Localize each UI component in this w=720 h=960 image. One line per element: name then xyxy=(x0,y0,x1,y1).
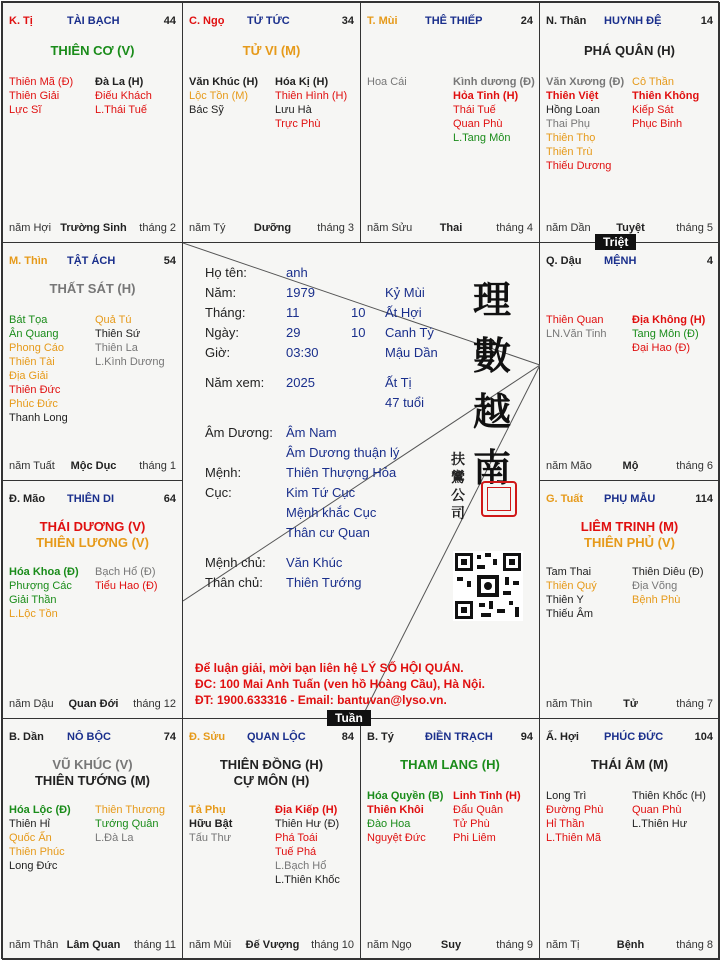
minor-star: Hoa Cái xyxy=(367,76,407,88)
minor-star: Điếu Khách xyxy=(95,90,152,102)
left-star-list xyxy=(367,75,407,89)
minor-star: Hóa Khoa (Đ) xyxy=(9,566,79,578)
palace-name: TÀI BẠCH xyxy=(67,15,120,27)
footer-year: năm Mùi xyxy=(189,939,232,951)
minor-star: Tang Môn (Đ) xyxy=(632,328,699,340)
minor-star: Đào Hoa xyxy=(367,818,411,830)
right-star-list xyxy=(632,565,704,607)
minor-star: Thiên Thương xyxy=(95,804,166,816)
footer-year: năm Tị xyxy=(546,939,580,951)
calligraphy-char-1: 理 xyxy=(473,277,512,322)
footer-year: năm Tuất xyxy=(9,460,55,472)
palace-header xyxy=(367,15,535,29)
minor-star: Thiếu Âm xyxy=(546,608,594,620)
right-star-list xyxy=(453,75,535,145)
minor-star: Hóa Quyền (B) xyxy=(367,790,444,802)
palace-name: PHỤ MẪU xyxy=(604,493,656,505)
minor-star: L.Thái Tuế xyxy=(95,104,147,116)
palace-position: M. Thìn xyxy=(9,255,48,267)
palace-ti[interactable] xyxy=(360,718,540,960)
minor-star: Địa Kiếp (H) xyxy=(275,804,338,816)
minor-star: Thiên Không xyxy=(632,90,700,102)
center-info-panel xyxy=(183,243,540,719)
footer-month: tháng 8 xyxy=(676,939,713,951)
minor-star: Lộc Tồn (M) xyxy=(189,90,249,102)
cuc-value: Kim Tứ Cục xyxy=(286,485,356,500)
main-star: THÁI ÂM (M) xyxy=(590,757,669,772)
view-year-value: 2025 xyxy=(286,375,315,390)
palace-header xyxy=(367,731,535,745)
palace-age-number: 54 xyxy=(163,255,176,267)
minor-star: L.Kình Dương xyxy=(95,356,165,368)
palace-dan[interactable] xyxy=(2,718,183,960)
minor-star: Kình dương (Đ) xyxy=(453,76,535,88)
palace-ty[interactable] xyxy=(2,2,183,243)
palace-age-number: 24 xyxy=(520,15,533,27)
small-char-4: 司 xyxy=(451,506,465,522)
palace-footer xyxy=(546,460,715,474)
minor-star: Long Trì xyxy=(546,790,587,802)
contact-line-1: Để luận giải, mời bạn liên hệ LÝ SỐ HỘI QUÁN. xyxy=(195,661,464,675)
thanchu-value: Thiên Tướng xyxy=(286,575,362,590)
minor-star: Thiên Việt xyxy=(546,90,599,102)
minor-star: Bát Tọa xyxy=(9,314,48,326)
footer-month: tháng 5 xyxy=(676,222,713,234)
minor-star: Thiên Đức xyxy=(9,384,61,396)
life-stage: Mộ xyxy=(622,460,639,472)
palace-name: PHÚC ĐỨC xyxy=(604,731,664,743)
footer-year: năm Dậu xyxy=(9,698,54,710)
main-star: TỬ VI (M) xyxy=(242,43,301,58)
contact-address: ĐC: 100 Mai Anh Tuấn (ven hồ Hoàng Cầu), Hà Nội. xyxy=(195,677,486,691)
small-char-2: 鸞 xyxy=(451,470,465,486)
minor-star: Thai Phụ xyxy=(546,118,591,130)
minor-star: Thiên Hình (H) xyxy=(275,90,348,102)
right-star-list xyxy=(632,313,705,355)
palace-age-number: 114 xyxy=(695,493,713,505)
footer-year: năm Dần xyxy=(546,222,591,234)
minor-star: Thiên Khốc (H) xyxy=(632,790,706,802)
minor-star: Thiên Trù xyxy=(546,146,593,158)
palace-position: Đ. Mão xyxy=(9,493,46,505)
minor-star: Thanh Long xyxy=(9,412,68,424)
minor-star: Văn Khúc (H) xyxy=(189,76,259,88)
palace-name: ĐIỀN TRẠCH xyxy=(425,731,493,743)
calligraphy-small xyxy=(451,451,467,523)
palace-footer xyxy=(189,939,356,953)
minor-star: Quả Tú xyxy=(95,314,132,326)
palace-dau[interactable] xyxy=(539,242,720,481)
palace-position: B. Dần xyxy=(9,731,44,743)
minor-star: Quan Phù xyxy=(632,804,682,816)
palace-header xyxy=(189,731,356,745)
hour-can: Mậu Dần xyxy=(385,345,438,360)
small-char-1: 扶 xyxy=(451,452,465,468)
day-can: Canh Tý xyxy=(385,325,434,340)
menh-label: Mệnh: xyxy=(205,465,242,480)
palace-header xyxy=(189,15,356,29)
footer-year: năm Ngọ xyxy=(367,939,412,951)
day-label: Ngày: xyxy=(205,325,239,340)
palace-age-number: 44 xyxy=(163,15,176,27)
left-star-list xyxy=(546,565,597,621)
palace-hoi[interactable] xyxy=(539,718,720,960)
palace-mao[interactable] xyxy=(2,480,183,719)
palace-footer xyxy=(546,939,715,953)
life-stage: Dưỡng xyxy=(253,222,292,234)
age: 47 tuổi xyxy=(385,395,425,410)
main-star: THIÊN PHỦ (V) xyxy=(584,535,675,550)
palace-header xyxy=(546,255,715,269)
minor-star: L.Bạch Hổ xyxy=(275,860,327,872)
minor-star: Thiên Sứ xyxy=(95,328,141,340)
minor-star: Tấu Thư xyxy=(189,832,232,844)
palace-footer xyxy=(9,698,178,712)
main-star: THIÊN LƯƠNG (V) xyxy=(36,535,149,550)
palace-name: THÊ THIẾP xyxy=(425,15,483,27)
footer-month: tháng 11 xyxy=(133,939,176,951)
minor-star: Trực Phù xyxy=(275,118,321,130)
minor-star: Phi Liêm xyxy=(453,832,496,844)
palace-header xyxy=(9,493,178,507)
qr-code-icon[interactable] xyxy=(453,551,523,621)
minor-star: Thiên Y xyxy=(546,594,584,606)
footer-year: năm Tý xyxy=(189,222,226,234)
palace-position: T. Mùi xyxy=(367,15,398,27)
horoscope-chart xyxy=(1,1,719,959)
life-stage: Tử xyxy=(623,698,638,710)
minor-star: Tuế Phá xyxy=(275,846,317,858)
life-stage: Lâm Quan xyxy=(66,939,121,951)
minor-star: Hỉ Thần xyxy=(546,818,585,830)
right-star-list xyxy=(95,313,165,369)
year-value: 1979 xyxy=(286,285,315,300)
minor-star: Hóa Lộc (Đ) xyxy=(9,804,71,816)
footer-month: tháng 6 xyxy=(676,460,713,472)
palace-age-number: 34 xyxy=(341,15,354,27)
minor-star: Tiểu Hao (Đ) xyxy=(95,580,158,592)
main-star: VŨ KHÚC (V) xyxy=(52,757,133,772)
view-year-label: Năm xem: xyxy=(205,375,265,390)
minor-star: Địa Không (H) xyxy=(632,314,706,326)
palace-header xyxy=(546,493,715,507)
palace-than[interactable] xyxy=(539,2,720,243)
minor-star: Thiên Thọ xyxy=(546,132,596,144)
minor-star: Tướng Quân xyxy=(95,818,159,830)
minor-star: Long Đức xyxy=(9,860,58,872)
minor-star: Tử Phù xyxy=(453,818,490,830)
palace-footer xyxy=(367,222,535,236)
year-label: Năm: xyxy=(205,285,237,300)
tuan-tag: Tuần xyxy=(327,710,371,726)
footer-year: năm Thìn xyxy=(546,698,593,710)
footer-year: năm Sửu xyxy=(367,222,413,234)
minor-star: Thái Tuế xyxy=(453,104,496,116)
cuc-value-3: Thân cư Quan xyxy=(286,525,370,540)
minor-star: Thiên Tài xyxy=(9,356,55,368)
minor-star: L.Lộc Tồn xyxy=(9,608,58,620)
name-value: anh xyxy=(286,265,308,280)
minor-star: Cô Thần xyxy=(632,76,674,88)
red-seal-stamp xyxy=(481,481,517,517)
palace-suu[interactable] xyxy=(182,718,361,960)
minor-star: Bệnh Phù xyxy=(632,594,681,606)
footer-month: tháng 7 xyxy=(676,698,713,710)
life-stage: Bệnh xyxy=(616,939,645,951)
minor-star: Quốc Ấn xyxy=(9,832,52,844)
minor-star: L.Tang Môn xyxy=(453,132,511,144)
palace-position: K. Tị xyxy=(9,15,33,27)
minor-star: Phượng Các xyxy=(9,580,72,592)
minor-star: Hóa Kị (H) xyxy=(275,76,329,88)
right-star-list xyxy=(632,789,706,831)
right-star-list xyxy=(632,75,699,131)
calligraphy-char-2: 數 xyxy=(473,333,512,378)
life-stage: Thai xyxy=(439,222,463,234)
palace-header xyxy=(546,15,715,29)
main-star: THIÊN TƯỚNG (M) xyxy=(34,773,151,788)
footer-month: tháng 3 xyxy=(317,222,354,234)
name-label: Họ tên: xyxy=(205,265,247,280)
palace-footer xyxy=(9,222,178,236)
palace-position: Ấ. Hợi xyxy=(546,731,579,743)
menh-value: Thiên Thượng Hỏa xyxy=(286,465,397,480)
minor-star: Bác Sỹ xyxy=(189,104,224,116)
minor-star: Địa Giải xyxy=(9,370,49,382)
minor-star: Phong Cáo xyxy=(9,342,65,354)
right-star-list xyxy=(275,803,340,887)
footer-month: tháng 2 xyxy=(139,222,176,234)
palace-age-number: 4 xyxy=(706,255,713,267)
minor-star: Thiên Khôi xyxy=(367,804,424,816)
palace-age-number: 64 xyxy=(163,493,176,505)
month-value: 11 xyxy=(286,305,300,320)
palace-footer xyxy=(189,222,356,236)
minor-star: Tả Phụ xyxy=(189,804,226,816)
right-star-list xyxy=(95,565,158,593)
palace-footer xyxy=(367,939,535,953)
day-lunar: 10 xyxy=(351,325,366,340)
left-star-list xyxy=(546,75,624,173)
minor-star: Thiên La xyxy=(95,342,138,354)
minor-star: Văn Xương (Đ) xyxy=(546,76,625,88)
right-star-list xyxy=(95,75,152,117)
minor-star: Thiên Diêu (Đ) xyxy=(632,566,704,578)
minor-star: Thiên Mã (Đ) xyxy=(9,76,74,88)
amduong-value-2: Âm Dương thuận lý xyxy=(286,445,400,460)
minor-star: Phá Toái xyxy=(275,832,318,844)
minor-star: Phúc Đức xyxy=(9,398,58,410)
minor-star: L.Thiên Khốc xyxy=(275,874,340,886)
month-label: Tháng: xyxy=(205,305,246,320)
minor-star: Thiếu Dương xyxy=(546,160,612,172)
palace-position: Q. Dậu xyxy=(546,255,582,267)
left-star-list xyxy=(189,803,232,845)
minor-star: Hồng Loan xyxy=(546,104,600,116)
minor-star: Đà La (H) xyxy=(95,76,144,88)
palace-name: THIÊN DI xyxy=(67,493,115,505)
palace-name: NÔ BỘC xyxy=(67,731,111,743)
palace-header xyxy=(546,731,715,745)
small-char-3: 公 xyxy=(451,488,465,504)
palace-tuat[interactable] xyxy=(539,480,720,719)
amduong-value: Âm Nam xyxy=(286,425,337,440)
palace-header xyxy=(9,731,178,745)
palace-name: TẬT ÁCH xyxy=(67,255,116,267)
minor-star: Hữu Bật xyxy=(189,818,233,830)
minor-star: Thiên Phúc xyxy=(9,846,65,858)
palace-header xyxy=(9,255,178,269)
palace-name: HUYNH ĐỆ xyxy=(604,15,662,27)
palace-age-number: 74 xyxy=(163,731,176,743)
minor-star: Giải Thần xyxy=(9,594,57,606)
main-star: THIÊN ĐỒNG (H) xyxy=(219,757,324,772)
main-star: THIÊN CƠ (V) xyxy=(50,43,135,58)
menhchu-value: Văn Khúc xyxy=(286,555,343,570)
minor-star: Đẩu Quân xyxy=(453,804,504,816)
minor-star: Quan Phù xyxy=(453,118,503,130)
minor-star: Thiên Hư (Đ) xyxy=(275,818,340,830)
left-star-list xyxy=(9,313,68,425)
contact-phone-email[interactable]: ĐT: 1900.633316 - Email: bantuvan@lyso.vn. xyxy=(195,693,447,707)
palace-position: G. Tuất xyxy=(546,493,584,505)
life-stage: Tuyệt xyxy=(616,222,645,234)
footer-year: năm Mão xyxy=(546,460,592,472)
life-stage: Quan Đới xyxy=(68,698,119,710)
minor-star: Đại Hao (Đ) xyxy=(632,342,691,354)
right-star-list xyxy=(453,789,521,845)
main-star: PHÁ QUÂN (H) xyxy=(584,43,675,58)
minor-star: Linh Tinh (H) xyxy=(453,790,521,802)
minor-star: Thiên Giải xyxy=(9,90,60,102)
palace-footer xyxy=(546,698,715,712)
cuc-label: Cục: xyxy=(205,485,232,500)
hour-label: Giờ: xyxy=(205,345,231,360)
minor-star: Phục Binh xyxy=(632,118,683,130)
palace-age-number: 104 xyxy=(694,731,713,743)
footer-year: năm Thân xyxy=(9,939,59,951)
footer-month: tháng 12 xyxy=(133,698,176,710)
month-lunar: 10 xyxy=(351,305,366,320)
left-star-list xyxy=(9,75,73,117)
amduong-label: Âm Dương: xyxy=(205,425,273,440)
life-stage: Mộc Dục xyxy=(70,460,117,472)
month-can: Ất Hợi xyxy=(385,305,422,320)
menhchu-label: Mệnh chủ: xyxy=(205,555,266,570)
left-star-list xyxy=(9,803,71,873)
minor-star: L.Đà La xyxy=(95,832,134,844)
year-can: Kỷ Mùi xyxy=(385,285,425,300)
palace-position: N. Thân xyxy=(546,15,587,27)
minor-star: LN.Văn Tinh xyxy=(546,328,607,340)
palace-position: Đ. Sửu xyxy=(189,731,226,743)
palace-name: MỆNH xyxy=(604,255,637,267)
minor-star: Hỏa Tinh (H) xyxy=(453,90,519,102)
day-value: 29 xyxy=(286,325,301,340)
left-star-list xyxy=(189,75,258,117)
minor-star: Địa Võng xyxy=(632,580,678,592)
left-star-list xyxy=(546,789,603,845)
life-stage: Trường Sinh xyxy=(60,222,127,234)
palace-age-number: 94 xyxy=(520,731,533,743)
palace-position: B. Tý xyxy=(367,731,394,743)
thanchu-label: Thân chủ: xyxy=(205,575,263,590)
main-star: THẤT SÁT (H) xyxy=(49,281,136,296)
minor-star: Tam Thai xyxy=(546,566,592,578)
palace-footer xyxy=(9,460,178,474)
minor-star: L.Thiên Mã xyxy=(546,832,602,844)
footer-month: tháng 1 xyxy=(139,460,176,472)
palace-position: C. Ngọ xyxy=(189,15,225,27)
right-star-list xyxy=(275,75,347,131)
minor-star: Nguyệt Đức xyxy=(367,832,426,844)
cuc-value-2: Mệnh khắc Cục xyxy=(286,505,377,520)
palace-ngo[interactable] xyxy=(182,2,361,243)
left-star-list xyxy=(367,789,443,845)
palace-name: TỬ TỨC xyxy=(247,15,290,27)
minor-star: Ân Quang xyxy=(9,328,59,340)
left-star-list xyxy=(546,313,607,341)
minor-star: Lực Sĩ xyxy=(9,104,42,116)
main-star: THÁI DƯƠNG (V) xyxy=(39,519,146,534)
minor-star: Thiên Hỉ xyxy=(9,818,50,830)
palace-header xyxy=(9,15,178,29)
right-star-list xyxy=(95,803,165,845)
minor-star: Bạch Hổ (Đ) xyxy=(95,566,156,578)
main-star: LIÊM TRINH (M) xyxy=(580,519,679,534)
hour-value: 03:30 xyxy=(286,345,319,360)
palace-name: QUAN LỘC xyxy=(247,731,306,743)
minor-star: Đường Phù xyxy=(546,804,604,816)
palace-age-number: 84 xyxy=(341,731,354,743)
calligraphy-char-4: 南 xyxy=(473,445,512,490)
triet-tag: Triệt xyxy=(595,234,636,250)
minor-star: Thiên Quý xyxy=(546,580,597,592)
calligraphy-char-3: 越 xyxy=(473,389,512,434)
main-star: CỰ MÔN (H) xyxy=(233,773,310,788)
minor-star: Thiên Quan xyxy=(546,314,604,326)
life-stage: Suy xyxy=(440,939,462,951)
palace-mui[interactable] xyxy=(360,2,540,243)
palace-footer xyxy=(9,939,178,953)
minor-star: Kiếp Sát xyxy=(632,104,674,116)
footer-month: tháng 10 xyxy=(311,939,354,951)
footer-month: tháng 9 xyxy=(496,939,533,951)
main-star: THAM LANG (H) xyxy=(400,757,500,772)
left-star-list xyxy=(9,565,79,621)
minor-star: Lưu Hà xyxy=(275,104,312,116)
view-year-can: Ất Tị xyxy=(385,375,412,390)
footer-month: tháng 4 xyxy=(496,222,533,234)
palace-thin[interactable] xyxy=(2,242,183,481)
palace-age-number: 14 xyxy=(700,15,713,27)
footer-year: năm Hợi xyxy=(9,222,52,234)
life-stage: Đế Vượng xyxy=(245,939,300,951)
minor-star: L.Thiên Hư xyxy=(632,818,688,830)
